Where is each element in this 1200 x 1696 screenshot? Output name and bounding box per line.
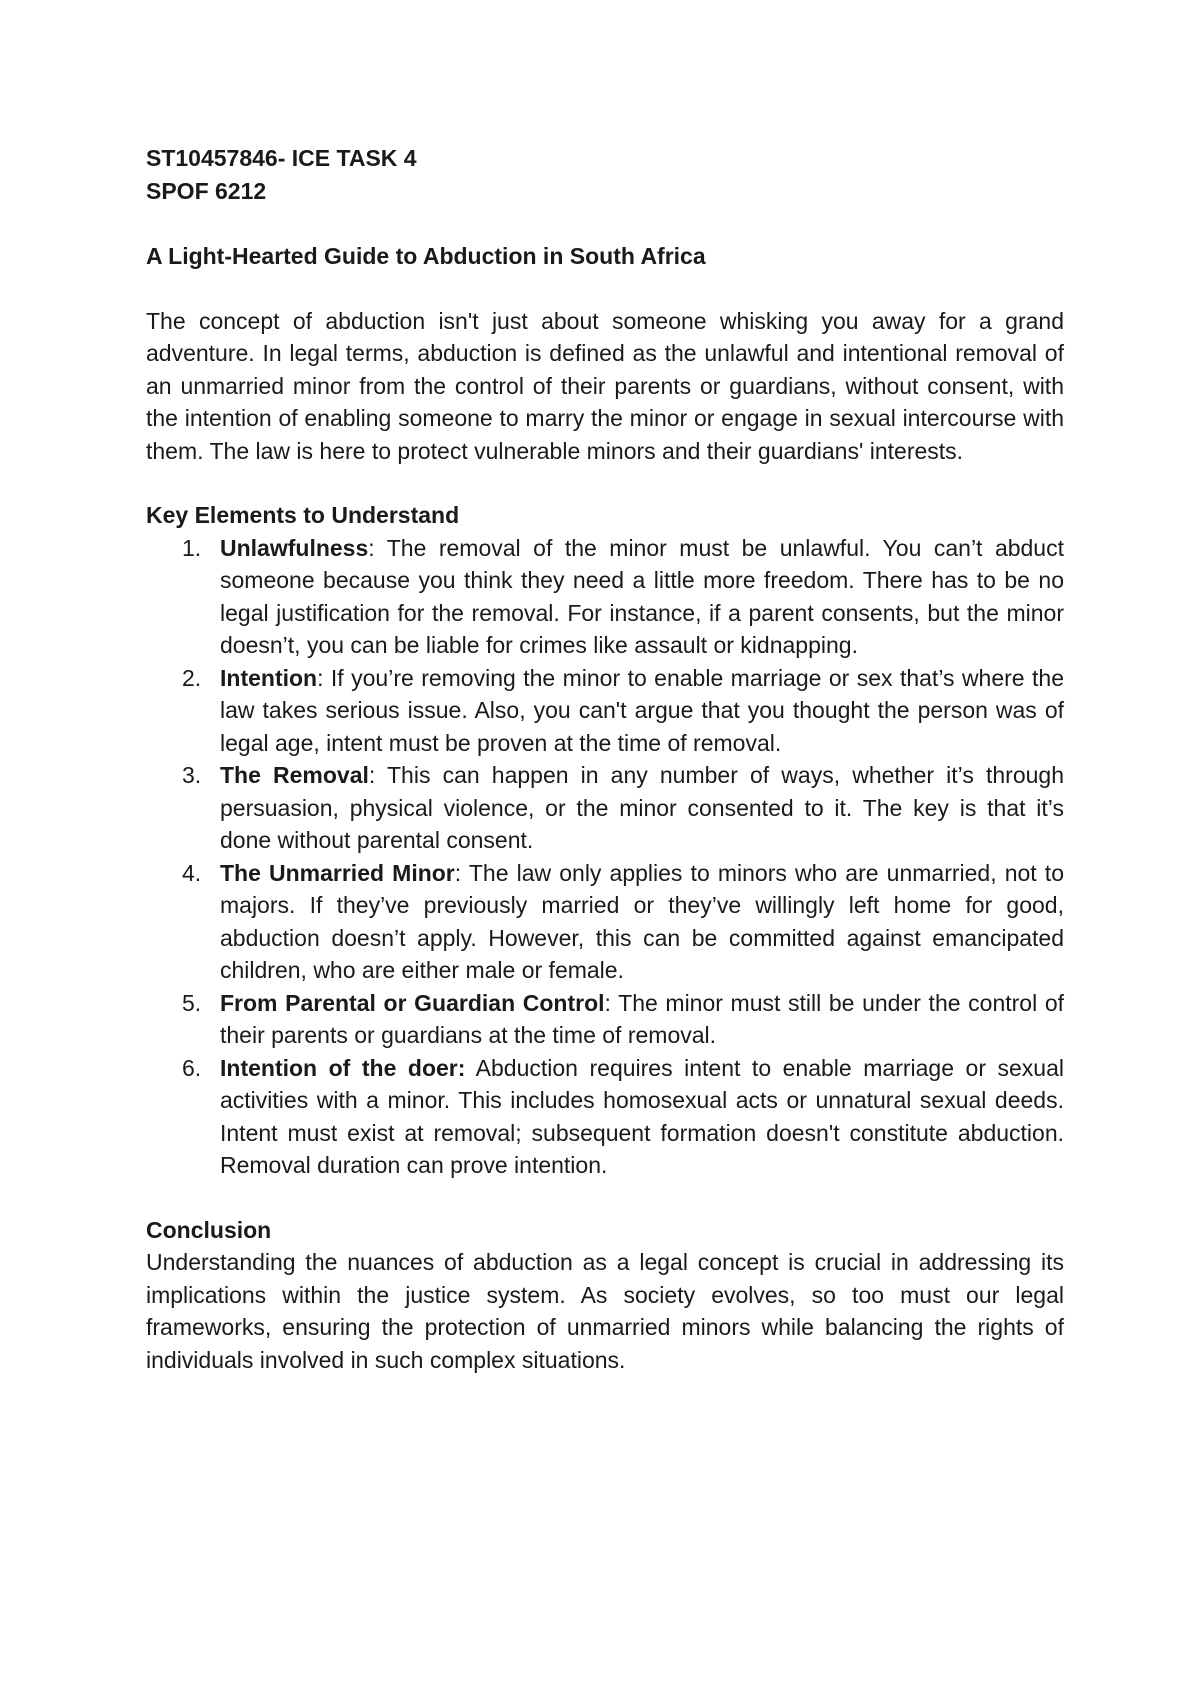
document-title: A Light-Hearted Guide to Abduction in South Africa [146,243,706,269]
list-item [146,987,1064,1052]
key-elements-heading: Key Elements to Understand [146,502,460,528]
module-code-line: SPOF 6212 [146,177,267,204]
list-item [146,1052,1064,1182]
item-text: : The law only applies to minors who are unmarried, not to majors. If they’ve previously married or they’ve willingly left home for good, abduction doesn’t apply. However, this can be committed against emancipated children, who are either male or female. [220,859,1064,983]
item-text: : If you’re removing the minor to enable marriage or sex that’s where the law takes serious issue. Also, you can't argue that you thought the person was of legal age, intent must be proven at the time of removal. [220,664,1064,756]
intro-paragraph: The concept of abduction isn't just about someone whisking you away for a grand adventure. In legal terms, abduction is defined as the unlawful and intentional removal of an unmarried minor from the control of their parents or guardians, without consent, with the intention of enabling someone to marry the minor or engage in sexual intercourse with them. The law is here to protect vulnerable minors and their guardians' interests. [146,307,1064,464]
item-number: 2. [182,664,202,691]
list-item [146,857,1064,987]
item-term: Unlawfulness [220,534,369,561]
conclusion-paragraph: Understanding the nuances of abduction as a legal concept is crucial in addressing its implications within the justice system. As society evolves, so too must our legal frameworks, ensuring the protection of unmarried minors while balancing the rights of individuals involved in such complex situations. [146,1249,1064,1373]
item-text: Abduction requires intent to enable marriage or sexual activities with a minor. This includes homosexual acts or unnatural sexual deeds. Intent must exist at removal; subsequent formation doesn't constitute abduction. Removal duration can prove intention. [220,1054,1065,1178]
item-number: 5. [182,989,202,1016]
item-term: The Unmarried Minor [220,859,455,886]
item-term: Intention [220,664,318,691]
item-term: From Parental or Guardian Control [220,989,605,1016]
document-page [146,142,1064,1376]
item-term: Intention of the doer: [220,1054,466,1081]
list-item [146,759,1064,857]
student-task-line: ST10457846- ICE TASK 4 [146,145,417,171]
item-text: : This can happen in any number of ways, whether it’s through persuasion, physical violence, or the minor consented to it. The key is that it’s done without parental consent. [220,762,1064,853]
item-number: 1. [182,534,202,561]
key-elements-list [146,532,1064,1182]
conclusion-heading: Conclusion [146,1216,272,1243]
item-text: : The minor must still be under the control of their parents or guardians at the time of removal. [220,989,1065,1048]
list-item [146,532,1064,662]
item-number: 4. [182,859,202,886]
item-text: : The removal of the minor must be unlawful. You can’t abduct someone because you think they need a little more freedom. There has to be no legal justification for the removal. For instance, if a parent consents, but the minor doesn’t, you can be liable for crimes like assault or kidnapping. [220,534,1064,658]
item-number: 3. [182,762,202,788]
list-item [146,662,1064,760]
item-term: The Removal [220,762,369,788]
item-number: 6. [182,1054,202,1081]
